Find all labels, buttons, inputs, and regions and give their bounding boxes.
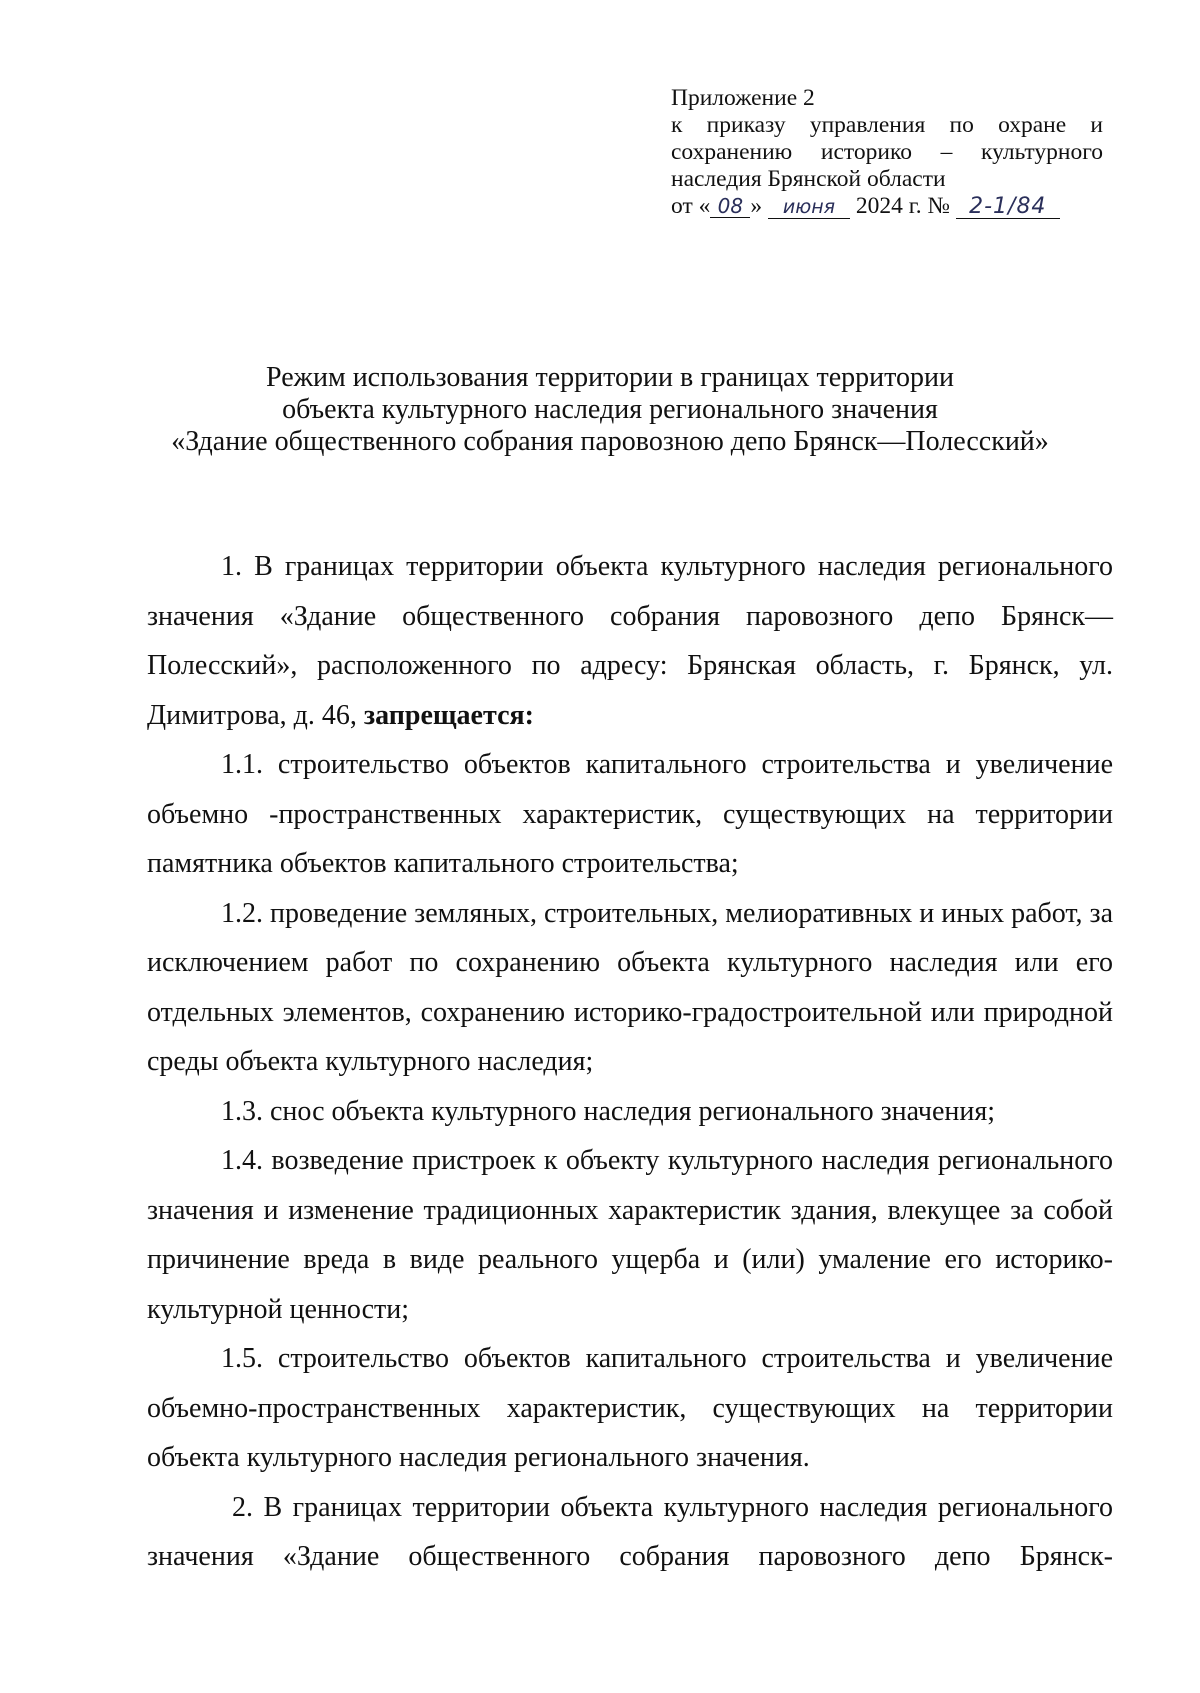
- paragraph-1-1: 1.1. строительство объектов капитального строительства и увеличение объемно -пространственных характеристик, существующих на территории памятника объектов капитального строительства;: [147, 749, 1113, 879]
- title-line-2: объекта культурного наследия регионального значения: [282, 394, 938, 425]
- document-body: [147, 542, 1113, 1582]
- paragraph-1: [147, 542, 1113, 740]
- order-date-line: [671, 193, 1103, 220]
- paragraph-1-text: 1. В границах территории объекта культурного наследия регионального значения «Здание общественного собрания паровозного депо Брянск—Полесский», расположенного по адресу: Брянская область, г. Брянск, ул. Димитрова, д. 46,: [147, 551, 1113, 731]
- handwritten-order-number: 2-1/84: [956, 196, 1060, 219]
- date-mid: »: [750, 193, 763, 219]
- title-line-3: «Здание общественного собрания паровозною депо Брянск—Полесский»: [171, 426, 1049, 457]
- order-reference-line-1: к приказу управления по охране и: [671, 112, 1103, 138]
- paragraph-1-2: 1.2. проведение земляных, строительных, мелиоративных и иных работ, за исключением работ по сохранению объекта культурного наследия или его отдельных элементов, сохранению историко-градостроительной или природной среды объекта культурного наследия;: [147, 897, 1113, 1077]
- document-title: [120, 362, 1100, 458]
- paragraph-1-5: 1.5. строительство объектов капитального строительства и увеличение объемно-пространственных характеристик, существующих на территории объекта культурного наследия регионального значения.: [147, 1343, 1113, 1473]
- date-prefix: от «: [671, 193, 711, 219]
- order-reference-line-3: наследия Брянской области: [671, 166, 946, 192]
- paragraph-1-4: 1.4. возведение пристроек к объекту культурного наследия регионального значения и изменение традиционных характеристик здания, влекущее за собой причинение вреда в виде реального ущерба и (или) умаление его историко-культурной ценности;: [147, 1145, 1113, 1325]
- paragraph-1-bold: запрещается:: [363, 699, 534, 731]
- date-year: 2024 г. №: [855, 193, 950, 219]
- appendix-label: Приложение 2: [671, 85, 815, 111]
- title-line-1: Режим использования территории в границах территории: [266, 362, 954, 393]
- order-reference-line-2: сохранению историко – культурного: [671, 139, 1103, 165]
- paragraph-1-3: 1.3. снос объекта культурного наследия регионального значения;: [221, 1095, 996, 1127]
- paragraph-2: 2. В границах территории объекта культурного наследия регионального значения «Здание общественного собрания паровозного депо Брянск-: [147, 1491, 1113, 1572]
- handwritten-month: июня: [768, 196, 850, 219]
- handwritten-day: 08: [710, 195, 750, 218]
- appendix-header: [671, 85, 1103, 220]
